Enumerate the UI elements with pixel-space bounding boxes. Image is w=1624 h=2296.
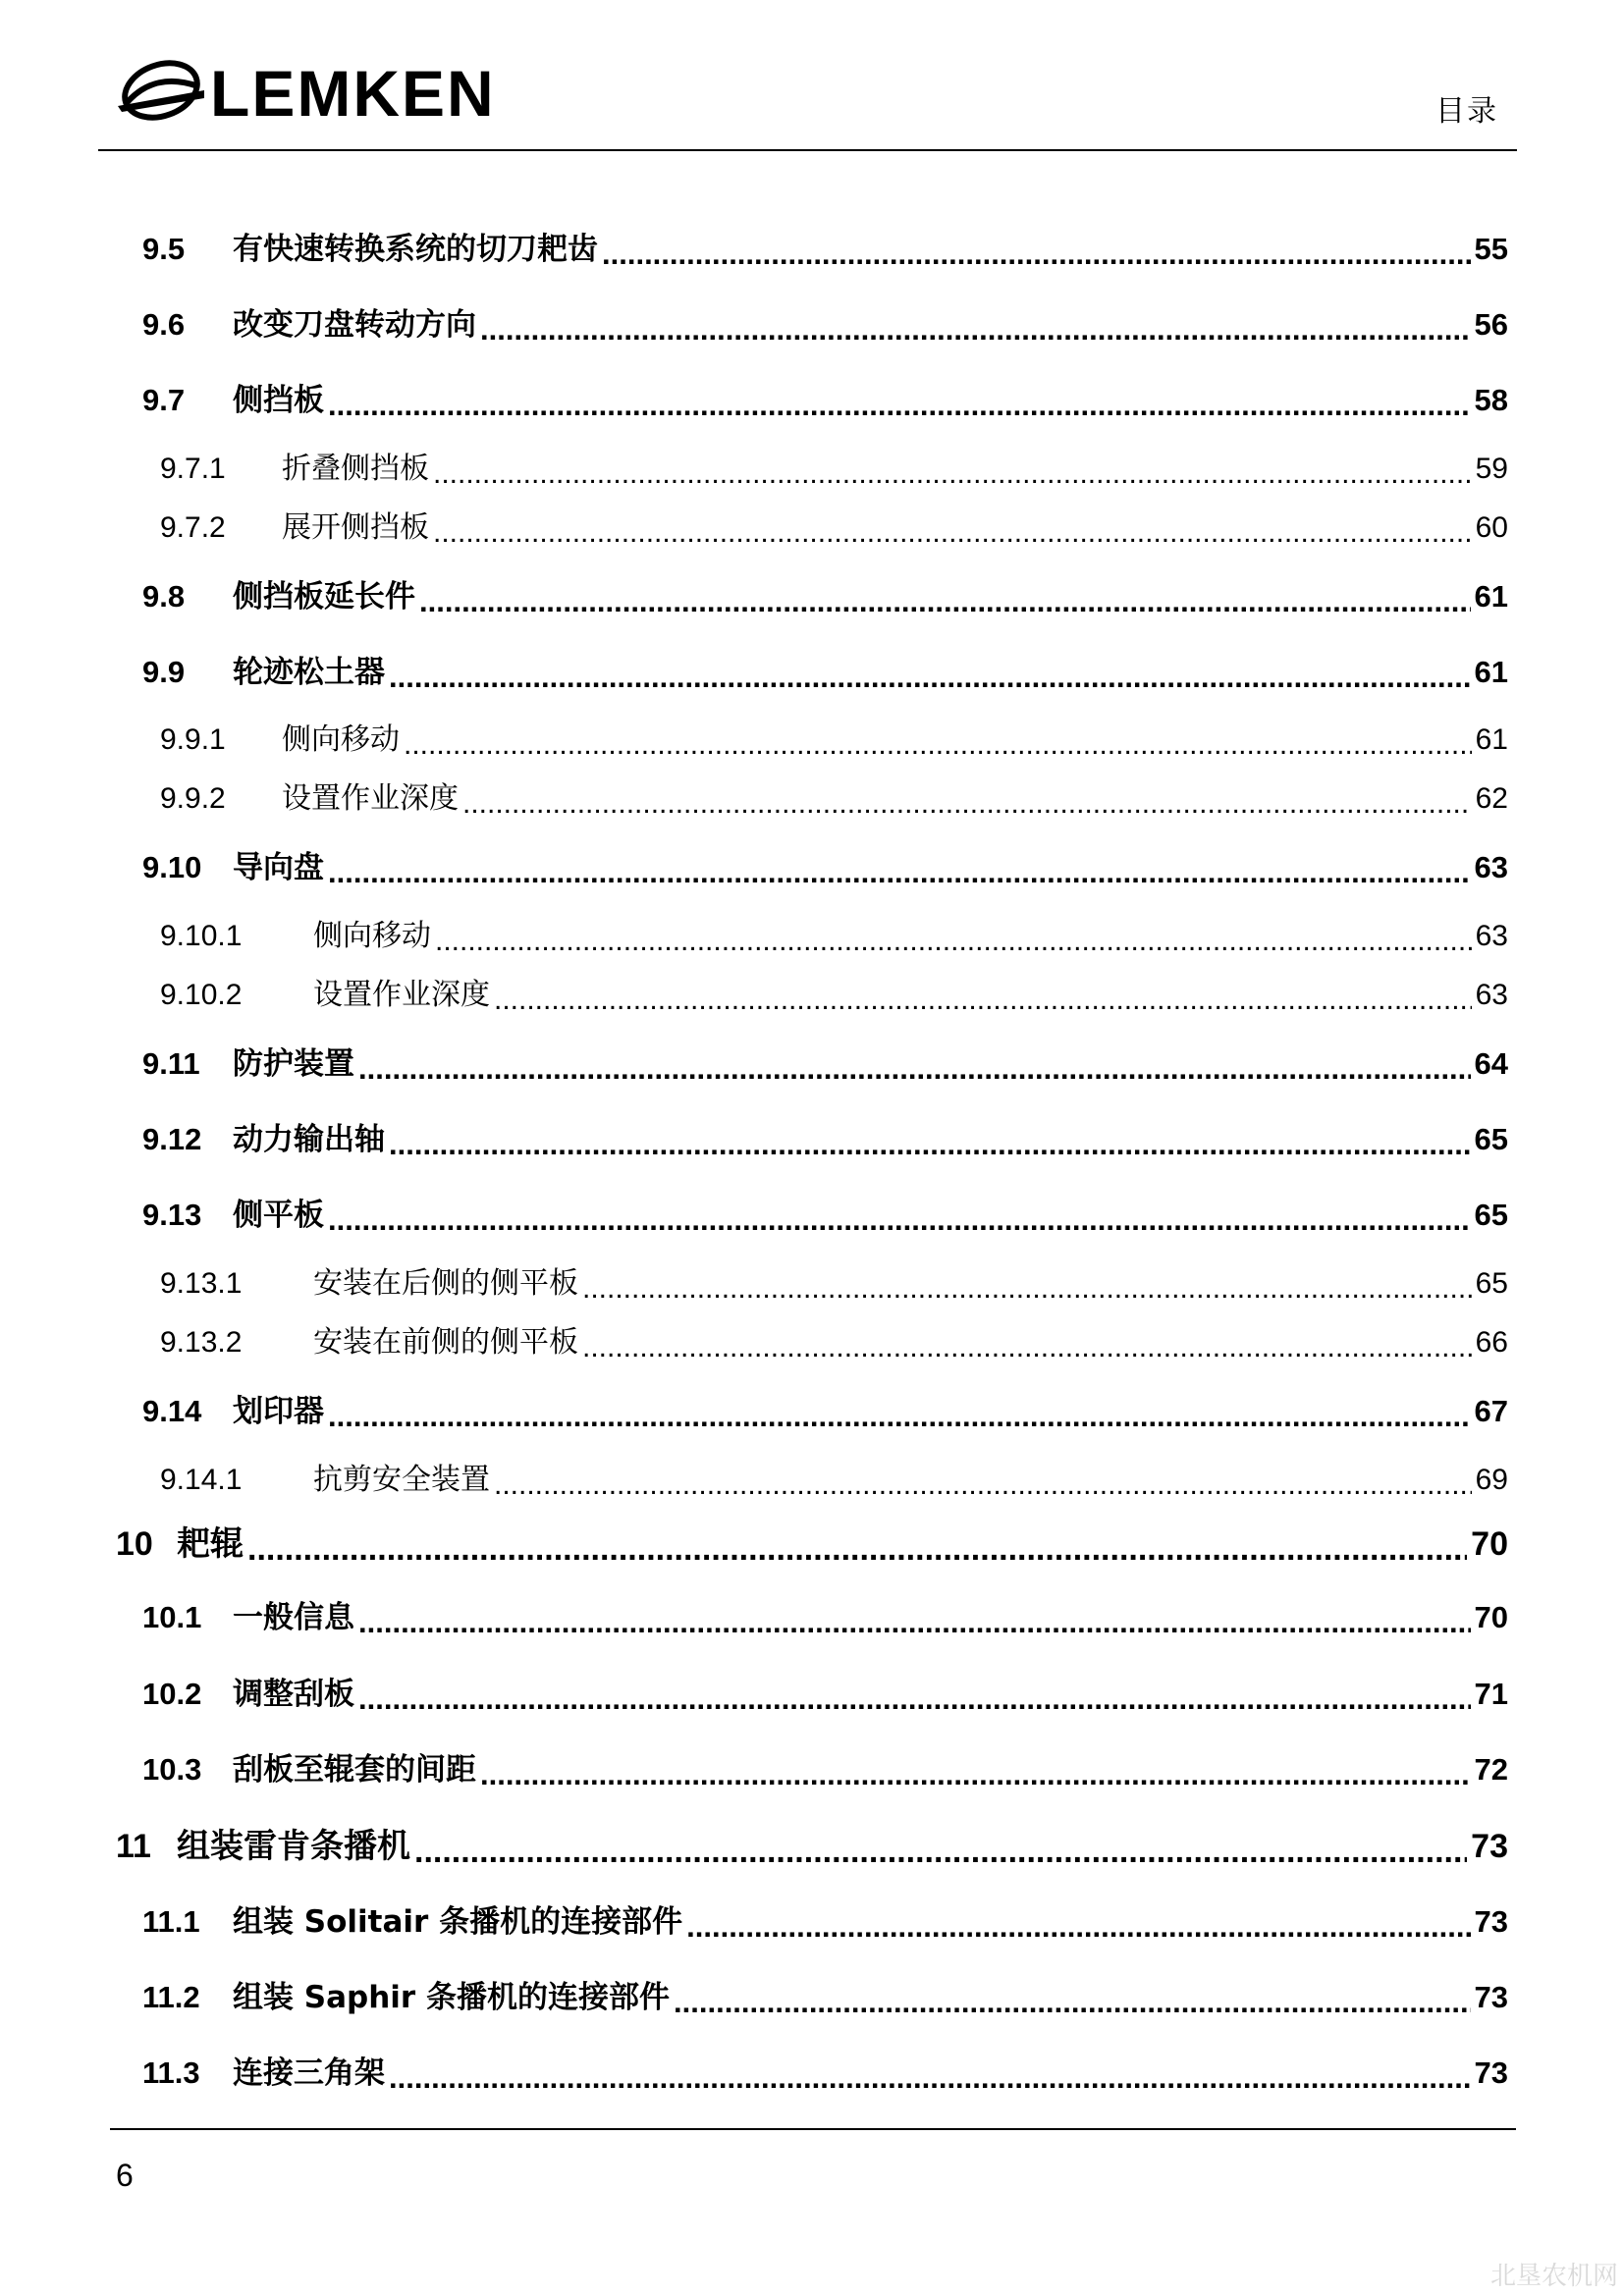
- toc-entry[interactable]: [142, 1386, 1508, 1430]
- toc-entry-title: 改变刀盘转动方向: [233, 307, 476, 343]
- toc-dot-leader: [328, 855, 1471, 885]
- toc-entry-page: 65: [1474, 1122, 1508, 1156]
- toc-entry-title: 折叠侧挡板: [282, 452, 429, 486]
- toc-entry-number: 9.13.2: [160, 1326, 243, 1359]
- toc-entry-title: 组装雷肯条播机: [177, 1827, 410, 1866]
- toc-entry-title: 动力输出轴: [233, 1122, 385, 1157]
- svg-text:LEMKEN: LEMKEN: [210, 57, 496, 130]
- toc-entry-title: 导向盘: [233, 850, 324, 885]
- toc-entry-number: 9.12: [142, 1122, 202, 1156]
- toc-entry-number: 9.9.1: [160, 723, 226, 756]
- page-number: 6: [116, 2158, 134, 2193]
- toc-entry-number: 9.7: [142, 383, 186, 417]
- toc-entry-title: 抗剪安全装置: [313, 1463, 490, 1497]
- toc-entry[interactable]: [142, 1039, 1508, 1083]
- toc-entry-title: 一般信息: [233, 1600, 354, 1635]
- toc-entry-number: 9.13: [142, 1198, 202, 1232]
- toc-dot-leader: [480, 1757, 1471, 1788]
- toc-entry-number: 9.9: [142, 655, 186, 689]
- toc-dot-leader: [494, 1468, 1472, 1498]
- toc-entry[interactable]: [142, 1114, 1508, 1158]
- lemken-emblem-icon: [117, 54, 204, 128]
- toc-entry-page: 61: [1475, 723, 1508, 756]
- toc-dot-leader: [433, 516, 1472, 546]
- toc-entry-page: 67: [1474, 1394, 1508, 1428]
- toc-entry[interactable]: [142, 1972, 1508, 2016]
- toc-entry[interactable]: [160, 911, 1508, 954]
- toc-entry-page: 63: [1475, 979, 1508, 1011]
- toc-entry-page: 58: [1474, 383, 1508, 417]
- watermark: 北垦农机网: [1489, 2262, 1618, 2291]
- toc-entry-title: 防护装置: [233, 1046, 354, 1082]
- toc-entry[interactable]: [142, 375, 1508, 419]
- toc-entry-title: 侧平板: [233, 1198, 324, 1233]
- toc-dot-leader: [462, 787, 1472, 817]
- toc-entry-number: 11.2: [142, 1980, 200, 2014]
- toc-entry-title: 组装 Saphir 条播机的连接部件: [233, 1980, 671, 2015]
- toc-entry-title: 设置作业深度: [313, 978, 490, 1012]
- toc-entry[interactable]: [142, 1744, 1508, 1789]
- toc-entry[interactable]: [160, 503, 1508, 546]
- toc-dot-leader: [494, 984, 1472, 1013]
- toc-dot-leader: [582, 1331, 1472, 1361]
- toc-entry-number: 11: [116, 1828, 151, 1865]
- toc-entry-page: 61: [1474, 655, 1508, 689]
- toc-entry-title: 安装在前侧的侧平板: [313, 1325, 578, 1360]
- toc-entry-page: 65: [1475, 1267, 1508, 1300]
- toc-entry-page: 73: [1474, 1904, 1508, 1939]
- toc-entry[interactable]: [142, 842, 1508, 886]
- toc-entry-number: 9.7.2: [160, 511, 226, 544]
- toc-dot-leader: [247, 1530, 1467, 1564]
- toc-entry-page: 69: [1475, 1464, 1508, 1496]
- toc-entry[interactable]: [142, 1592, 1508, 1636]
- toc-entry-number: 9.7.1: [160, 453, 226, 485]
- toc-entry-title: 设置作业深度: [282, 781, 459, 816]
- toc-entry-title: 侧向移动: [282, 722, 400, 757]
- toc-entry-page: 56: [1474, 307, 1508, 342]
- toc-entry-number: 9.8: [142, 579, 186, 614]
- toc-dot-leader: [389, 660, 1471, 690]
- toc-entry[interactable]: [142, 647, 1508, 691]
- toc-entry-number: 9.11: [142, 1046, 200, 1081]
- toc-entry-page: 64: [1474, 1046, 1508, 1081]
- toc-dot-leader: [480, 312, 1471, 343]
- toc-entry-number: 9.10.2: [160, 979, 243, 1011]
- toc-entry[interactable]: [160, 1317, 1508, 1361]
- toc-entry[interactable]: [142, 1190, 1508, 1234]
- toc-entry-title: 刮板至辊套的间距: [233, 1752, 476, 1788]
- toc-dot-leader: [419, 584, 1471, 614]
- toc-dot-leader: [358, 1051, 1471, 1082]
- toc-entry-title: 安装在后侧的侧平板: [313, 1266, 578, 1301]
- toc-entry-title: 侧挡板: [233, 383, 324, 418]
- toc-entry-page: 73: [1474, 1980, 1508, 2014]
- toc-entry-title: 侧挡板延长件: [233, 579, 415, 614]
- toc-entry-page: 59: [1475, 453, 1508, 485]
- toc-dot-leader: [389, 1127, 1471, 1157]
- toc-dot-leader: [328, 1202, 1471, 1233]
- toc-entry-title: 有快速转换系统的切刀耙齿: [233, 232, 598, 267]
- toc-dot-leader: [328, 1399, 1471, 1429]
- toc-dot-leader: [358, 1605, 1471, 1635]
- section-title: 目录: [1435, 94, 1498, 129]
- toc-entry[interactable]: [142, 299, 1508, 344]
- toc-entry[interactable]: [142, 2048, 1508, 2092]
- toc-dot-leader: [414, 1833, 1467, 1866]
- toc-entry-title: 轮迹松土器: [233, 655, 385, 690]
- toc-entry[interactable]: [116, 1517, 1508, 1565]
- toc-entry-number: 11.3: [142, 2056, 200, 2090]
- toc-entry-page: 73: [1474, 2056, 1508, 2090]
- toc-dot-leader: [404, 728, 1472, 758]
- toc-entry-title: 连接三角架: [233, 2056, 385, 2091]
- toc-entry[interactable]: [116, 1819, 1508, 1867]
- header-rule: [98, 149, 1517, 151]
- toc-entry[interactable]: [142, 224, 1508, 268]
- toc-entry-number: 10.1: [142, 1600, 202, 1634]
- toc-entry-number: 9.14: [142, 1394, 202, 1428]
- toc-entry[interactable]: [160, 1258, 1508, 1302]
- toc-entry-page: 61: [1474, 579, 1508, 614]
- toc-entry-title: 展开侧挡板: [282, 510, 429, 545]
- toc-entry-page: 62: [1475, 782, 1508, 815]
- toc-entry-number: 10.2: [142, 1677, 202, 1711]
- toc-entry-number: 10.3: [142, 1752, 202, 1787]
- toc-entry-page: 73: [1471, 1828, 1508, 1865]
- toc-entry-page: 70: [1471, 1525, 1508, 1563]
- toc-entry[interactable]: [160, 970, 1508, 1013]
- toc-entry-page: 72: [1474, 1752, 1508, 1787]
- toc-dot-leader: [433, 457, 1472, 487]
- toc-entry-page: 63: [1475, 920, 1508, 952]
- toc-entry-page: 63: [1474, 850, 1508, 884]
- toc-dot-leader: [686, 1909, 1470, 1940]
- toc-dot-leader: [582, 1272, 1472, 1302]
- toc-entry[interactable]: [142, 1896, 1508, 1941]
- toc-entry[interactable]: [160, 444, 1508, 487]
- toc-entry-page: 65: [1474, 1198, 1508, 1232]
- toc-entry-page: 66: [1475, 1326, 1508, 1359]
- toc-entry-number: 10: [116, 1525, 153, 1563]
- lemken-logo: [116, 47, 538, 132]
- toc-entry-number: 9.9.2: [160, 782, 226, 815]
- toc-dot-leader: [674, 1985, 1471, 2015]
- page-header: [0, 0, 1624, 157]
- toc-entry-page: 60: [1475, 511, 1508, 544]
- footer-rule: [110, 2128, 1516, 2130]
- toc-entry[interactable]: [160, 1455, 1508, 1498]
- toc-entry-title: 耙辊: [177, 1524, 244, 1564]
- toc-entry-title: 侧向移动: [313, 919, 431, 953]
- toc-entry-page: 70: [1474, 1600, 1508, 1634]
- toc-entry-page: 71: [1474, 1677, 1508, 1711]
- toc-entry-number: 9.6: [142, 307, 186, 342]
- toc-entry[interactable]: [142, 571, 1508, 615]
- toc-dot-leader: [602, 237, 1471, 267]
- toc-entry-title: 划印器: [233, 1394, 324, 1429]
- toc-entry-page: 55: [1474, 232, 1508, 266]
- toc-entry[interactable]: [160, 774, 1508, 817]
- toc-entry[interactable]: [142, 1669, 1508, 1713]
- toc-entry-number: 9.10.1: [160, 920, 243, 952]
- toc-entry-number: 9.10: [142, 850, 202, 884]
- toc-entry-number: 9.14.1: [160, 1464, 243, 1496]
- toc-dot-leader: [435, 925, 1472, 954]
- toc-entry[interactable]: [160, 715, 1508, 758]
- toc-entry-title: 调整刮板: [233, 1677, 354, 1712]
- toc-dot-leader: [358, 1682, 1471, 1712]
- toc-entry-number: 9.13.1: [160, 1267, 243, 1300]
- toc-dot-leader: [389, 2060, 1471, 2091]
- toc-entry-number: 11.1: [142, 1904, 200, 1939]
- toc-dot-leader: [328, 388, 1471, 418]
- toc-entry-number: 9.5: [142, 232, 186, 266]
- toc-entry-title: 组装 Solitair 条播机的连接部件: [233, 1904, 683, 1940]
